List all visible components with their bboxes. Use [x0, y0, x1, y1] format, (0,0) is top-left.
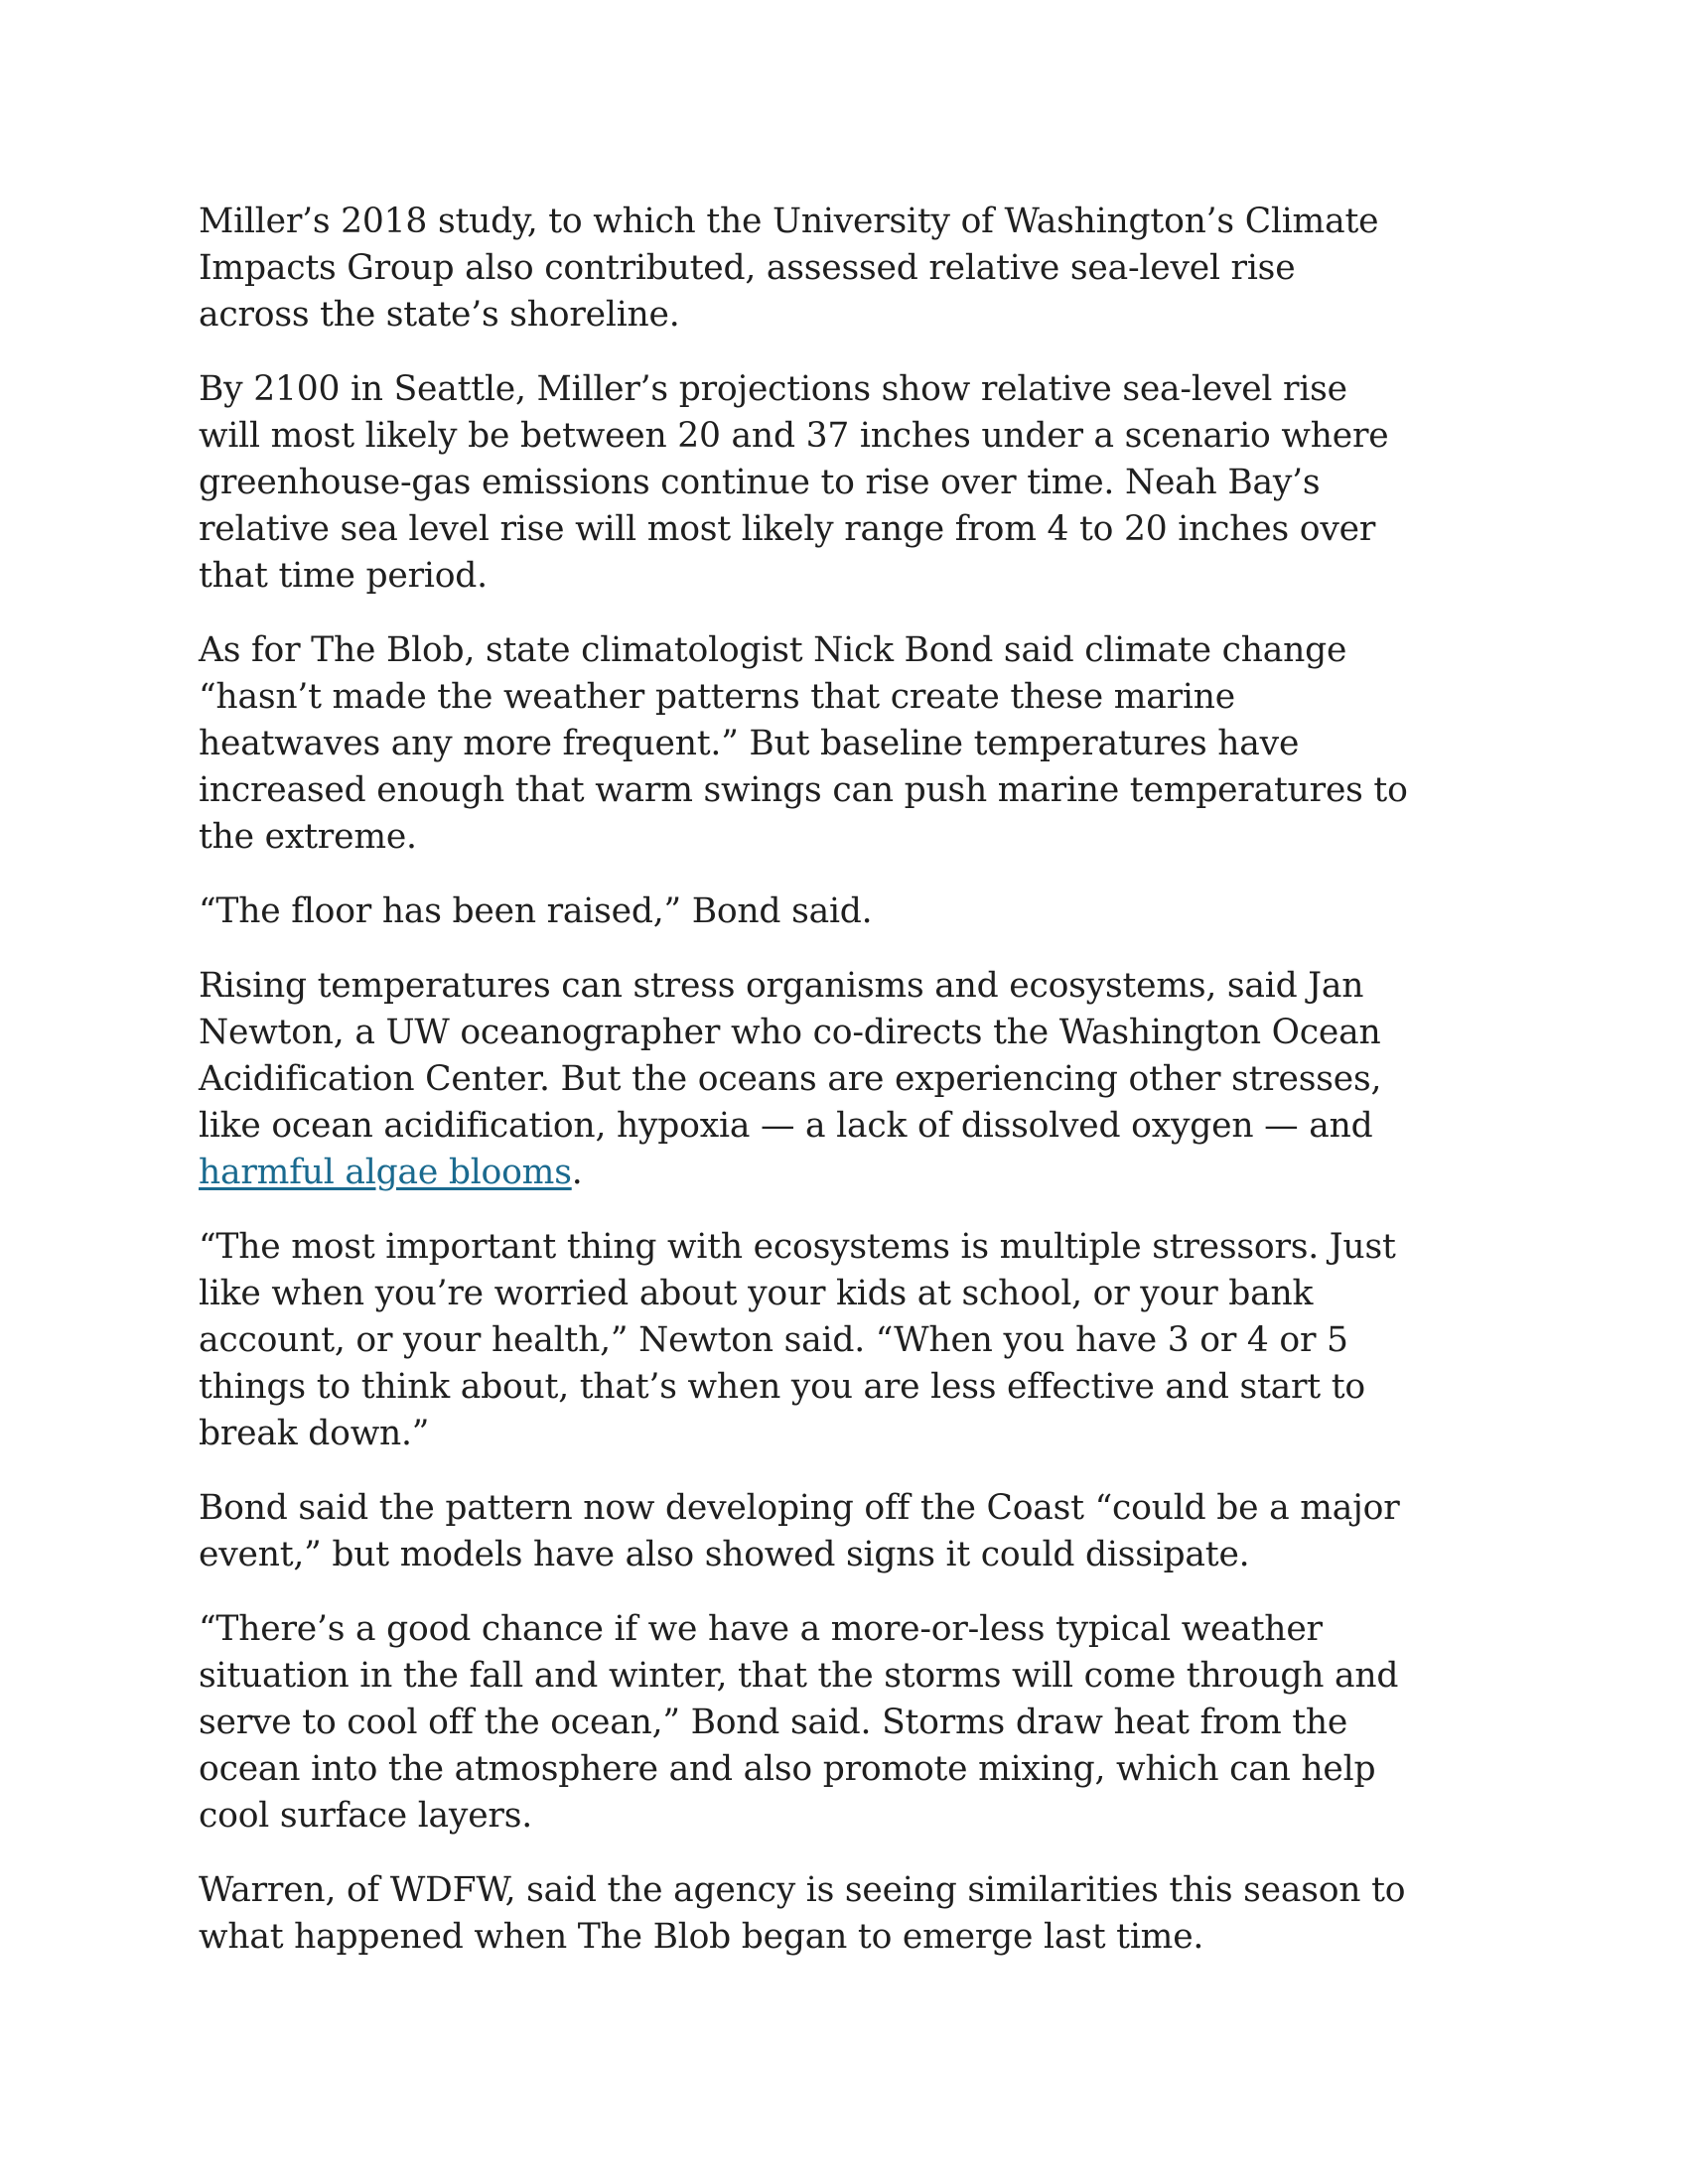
- paragraph-major-event: Bond said the pattern now developing off the Coast “could be a major event,” but models have also showed signs it could dissipate.: [199, 1488, 1400, 1574]
- paragraph-miller-study: Miller’s 2018 study, to which the University of Washington’s Climate Impacts Group also contributed, assessed relative sea-level rise across the state’s shoreline.: [199, 202, 1379, 335]
- paragraph-blob-bond: As for The Blob, state climatologist Nick Bond said climate change “hasn’t made the weather patterns that create these marine heatwaves any more frequent.” But baseline temperatures have increased enough that warm swings can push marine temperatures to the extreme.: [199, 630, 1408, 857]
- article-body: [199, 199, 1410, 1988]
- harmful-algae-blooms-link[interactable]: harmful algae blooms: [199, 1153, 572, 1192]
- paragraph-floor-raised: “The floor has been raised,” Bond said.: [199, 891, 873, 931]
- paragraph-multiple-stressors: “The most important thing with ecosystems is multiple stressors. Just like when you’re worried about your kids at school, or your bank account, or your health,” Newton said. “When you have 3 or 4 or 5 things to think about, that’s when you are less effective and start to break down.”: [199, 1227, 1396, 1453]
- paragraph-newton-stresses: [199, 963, 1410, 1196]
- paragraph-seattle-projections: By 2100 in Seattle, Miller’s projections show relative sea-level rise will most likely be between 20 and 37 inches under a scenario where greenhouse-gas emissions continue to rise over time. Neah Bay’s relative sea level rise will most likely range from 4 to 20 inches over that time period.: [199, 369, 1389, 596]
- paragraph-storms-cool: “There’s a good chance if we have a more-or-less typical weather situation in the fall and winter, that the storms will come through and serve to cool off the ocean,” Bond said. Storms draw heat from the ocean into the atmosphere and also promote mixing, which can help cool surface layers.: [199, 1609, 1399, 1836]
- paragraph-newton-text: Rising temperatures can stress organisms and ecosystems, said Jan Newton, a UW oceanographer who co-directs the Washington Ocean Acidification Center. But the oceans are experiencing other stresses, like ocean acidification, hypoxia — a lack of dissolved oxygen — and: [199, 966, 1382, 1146]
- paragraph-warren-wdfw: Warren, of WDFW, said the agency is seeing similarities this season to what happened when The Blob began to emerge last time.: [199, 1870, 1406, 1957]
- paragraph-newton-end: .: [571, 1153, 583, 1192]
